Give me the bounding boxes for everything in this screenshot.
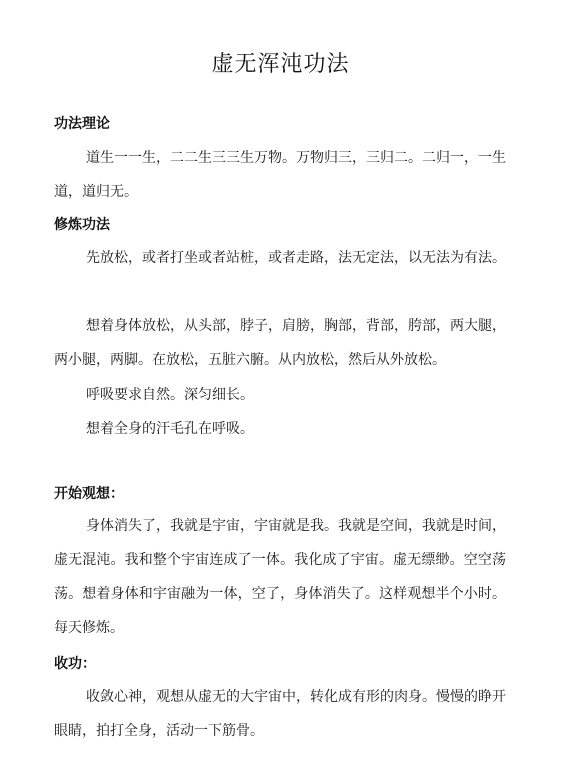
paragraph-pores: 想着全身的汗毛孔在呼吸。 [86, 421, 254, 437]
paragraph-visualization: 身体消失了，我就是宇宙，宇宙就是我。我就是空间，我就是时间，虚无混沌。我和整个宇宙连成了一体。我化成了宇宙。虚无缥缈。空空荡荡。想着身体和宇宙融为一体，空了，身体消失了。这样观想半个小时。每天修炼。 [54, 518, 506, 636]
document-title: 虚无浑沌功法 [211, 52, 350, 77]
paragraph-closing: 收敛心神，观想从虚无的大宇宙中，转化成有形的肉身。慢慢的睁开眼睛，拍打全身，活动一下筋骨。 [54, 689, 506, 739]
section-heading-closing: 收功： [54, 656, 96, 672]
paragraph-relax: 先放松，或者打坐或者站桩，或者走路，法无定法，以无法为有法。 [86, 250, 506, 266]
paragraph-theory: 道生一一生，二二生三三生万物。万物归三，三归二。二归一，一生道，道归无。 [54, 150, 506, 200]
section-heading-theory: 功法理论 [54, 116, 110, 132]
section-heading-practice: 修炼功法 [54, 217, 110, 233]
paragraph-breathing: 呼吸要求自然。深匀细长。 [86, 387, 254, 403]
section-heading-visualization: 开始观想： [54, 486, 124, 502]
paragraph-body-relax: 想着身体放松，从头部，脖子，肩膀，胸部，背部，胯部，两大腿，两小腿，两脚。在放松，五脏六腑。从内放松，然后从外放松。 [54, 318, 506, 368]
